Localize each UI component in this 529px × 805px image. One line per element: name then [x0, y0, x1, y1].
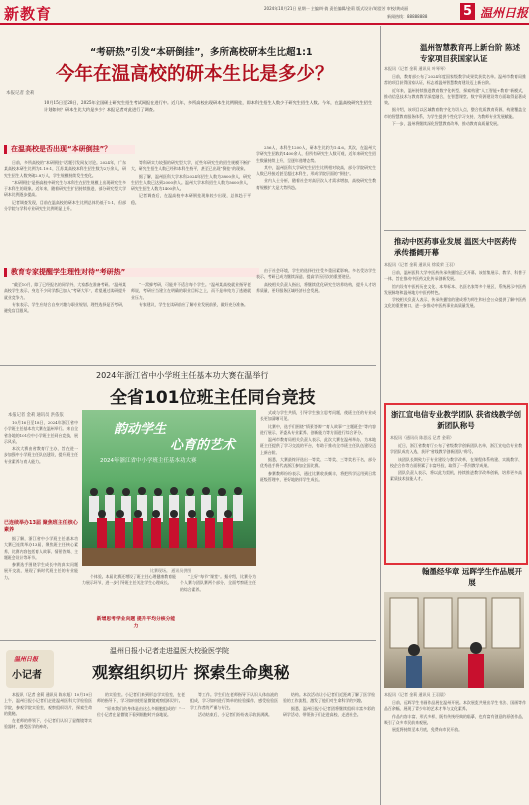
- lead-section1-title: 在温高校是否出现“本研倒挂”？: [4, 145, 135, 154]
- lead-col-1: 日前，多所高校的“本研倒挂”话题引发网友讨论。2024年，广东某高校本研生比例为1.19:1，江苏某高校本科生招生数为2万余人，研究生招生人数突破2.8万人，学生规模持续发生变化。 “本研倒挂”是指高校中研究生与本科生在招生规模上出现研究生多于本科生的现象。近年来，随着研究生扩招持续推进，部分研究型大学研本比例逐步提高。 记者调查发现，目前在温高校的研本生比例总体仍低于1:1，但部分学院与学科专业研究生比例明显上升。: [4, 160, 126, 212]
- right-story2-byline: 本报讯（记者 金莉 通讯员 徐爱荣 王羽）: [384, 262, 458, 267]
- highlight-box: [384, 403, 528, 565]
- row-front-bodies: [97, 518, 233, 548]
- masthead-rule: [0, 23, 529, 25]
- contest-col-left2: 据了解，浙江省中小学班主任基本功大赛已连续举办13届，聚焦班主任核心素养，比赛内容包括育人故事、情景答辩、主题班会设计等环节。 参赛选手围绕学生成长中的真实问题展开交流，展现了新时代班主任的专业能力。: [4, 536, 78, 580]
- lead-section2-title: 教育专家提醒学生理性对待“考研热”: [4, 268, 259, 277]
- bottom-col-4: 结构。本次活动让小记者们近距离了解了医学检验的工作流程，激发了他们对生命科学的兴趣。 据悉，温州日报小记者团将继续组织丰富多彩的研学活动，带领孩子们走进高校、走进社会。: [283, 692, 375, 717]
- contest-byline: 本报记者 金莉 通讯员 洪依依: [8, 413, 64, 418]
- wall-panel-1: [390, 598, 418, 648]
- lead-col-4: “截至10月，除了已经报名的同学外，大家都在准备考研。”温州某高校学生表示，身边不少同学都已加入“考研大军”，希望通过读研提升就业竞争力。 专家表示，学生应结合自身兴趣与职业规划，理性选择是否考研，避免盲目跟风。: [4, 282, 126, 314]
- wall-panel-4: [492, 598, 520, 648]
- lead-intro: 10月15日至28日，2025年全国硕士研究生招生考试网报在进行中。近几年，多所高校出现研本生比例倒挂，即本科生招生人数少于研究生招生人数。今年，在温高校研究生招生计划如何？研本生比大约是多少？本报记者对此进行了调查。: [44, 100, 373, 112]
- photo-credit: 比赛现场。 通讯员供图: [150, 568, 192, 573]
- contest-col-left: 10月16日至18日，2024年浙江省中小学班主任基本功大赛在温州举行。来自全省各地的101位中小学班主任同台竞技，展示风采。 本次大赛由省教育厅主办，旨在进一步加强中小学班主任队伍建设，提升班主任专业素养与育人能力。: [4, 420, 78, 464]
- right-story4-headline: 翰墨经华章 远晖学生作品展开展: [421, 567, 523, 587]
- right-story4-byline: 本报讯（记者 金莉 通讯员 王羽晨）: [384, 692, 448, 697]
- masthead: [0, 0, 529, 26]
- bottom-rule-top: [0, 640, 376, 641]
- hotline: 新闻热线：88888888: [387, 14, 428, 19]
- contest-kicker: 2024年浙江省中小学班主任基本功大赛在温举行: [96, 371, 269, 380]
- photo-banner: 2024年浙江省中小学班主任基本功大赛: [100, 458, 197, 464]
- column-paper-name: 温州日报: [14, 656, 39, 663]
- contest-col-mid2: “上好”每节“课堂”。据介绍，比赛分为个人赛与团队赛两个部分，全面考察班主任的综合素养。: [180, 574, 256, 592]
- contest-col-right: 式或与学生共情，引导学生独立思考问题，使班主任的专业成长更加清晰可见。 比赛中，选手们围绕“情景答辩”“育人故事”“主题班会”等内容进行展示，评委从专业素养、创新能力等方面进行综合评分。 温州市教育局相关负责人表示，此次大赛在温州举办，为本地班主任提供了学习交流的平台，有助于推动全市班主任队伍建设迈上新台阶。 据悉，大赛最终评选出一等奖、二等奖、三等奖若干名，部分优秀选手将代表浙江参加全国比赛。 参赛教师纷纷表示，通过比赛收获颇丰，将把所学运用到日常班级管理中，更好地陪伴学生成长。: [260, 410, 376, 482]
- dateline: 2024年10月21日 星期一 主编/叶倩 责任编辑/金莉 版式设计/胡滢芳 审校/黄成丽: [264, 6, 409, 11]
- visitor-body-2: [468, 654, 484, 688]
- right-story3-byline: 本报讯（通讯员 陈思远 记者 金莉）: [390, 435, 454, 440]
- right-story4-body: 日前，远晖学生书画作品展在温州开展。本次展览共展出学生书法、国画等作品百余幅，展现了青少年的艺术才华与文化素养。 作品内容丰富、形式多样，既有传统经典的临摹，也有富有创意的原创作品，吸引了众多市民前来观展。 展览将持续至本月底，免费向市民开放。: [384, 700, 526, 733]
- right-story4-photo: [384, 592, 524, 688]
- column-logo-badge: [6, 650, 54, 688]
- stage-floor: [82, 548, 256, 566]
- right-story3-headline: 浙江宣电信专业教学团队 获省线教学创新团队称号: [390, 410, 522, 430]
- lead-col-6: 由于社会环境，学生的选择往往受多重因素影响。多名受访学生表示，考研已成为继续深造、提高学历层次的重要途径。 高校相关负责人指出，将继续优化研究生培养结构，提升人才培养质量，更好服务区域经济社会发展。: [256, 268, 376, 293]
- exhibition-scene: [384, 592, 524, 688]
- page-number: 5: [460, 3, 475, 20]
- right-story1-body: 日前，教育部公布了2024年度国家级教学成果奖获奖名单。温州市教育局推荐的项目获得国家认证，标志着温州智慧教育建设迈上新台阶。 近年来，温州持续推进教育数字化转型，探索构建“人工智能+教育”新模式，推动信息技术与教育教学深度融合，在智慧课堂、数字资源建设等方面取得显著成效。 据介绍，该项目以区域教育数字化为切入点，整合优质教育资源，构建覆盖全市的智慧教育服务体系，为学生提供个性化学习支持，为教师专业发展赋能。 下一步，温州将继续深化智慧教育改革，推动教育高质量发展。: [384, 74, 526, 127]
- lead-headline: 今年在温高校的研本生比是多少？: [56, 64, 334, 85]
- lead-col-3: 256人，本科生1200人，研本生比约为1:4.6。其次，在温州大学研究生招收约1400余人，但所有研究生人数可观，近年来研究生招生数量持续上升，呈逐年递增态势。 其中，温州医科大学研究生招生比例相对较高，部分学院研究生人数已经接近甚至超过本科生，形成学院层面的“倒挂”。 业内人士分析，随着社会对高层次人才需求增加，高校研究生教育规模扩大是大势所趋。: [256, 145, 376, 190]
- lead-byline: 本报记者 金莉: [6, 91, 35, 96]
- right-story1-headline: 温州智慧教育再上新台阶 陈述专家项目获国家认证: [420, 43, 521, 63]
- paper-logo: 温州日报: [480, 6, 529, 20]
- lead-col-5: “一窝蜂考研，可能并不适合每个学生。”温州某高校就业指导老师说，考研应当建立在明确的职业目标之上，而不是单纯为了逃避就业压力。 专家建议，学生在读研前应了解专业发展前景，做好充分准备。: [131, 282, 251, 307]
- visitor-body-1: [406, 656, 422, 688]
- row-back-bodies: [89, 495, 243, 522]
- section-title: 新教育: [4, 5, 53, 23]
- right-story3-body: 近日，浙江省教育厅公布了省级教学创新团队名单，浙江宣电信专业教学团队成功入选，获评“省线教学创新团队”称号。 该团队长期致力于专业建设与教学改革，在课程体系构建、实践教学、校企合作等方面积累了丰富经验，取得了一系列教学成果。 团队负责人表示，将以此为契机，持续推进教学改革创新，培养更多高素质技术技能人才。: [390, 443, 522, 482]
- bottom-headline: 观察组织切片 探索生命奥秘: [92, 663, 290, 682]
- contest-photo: [82, 410, 256, 566]
- right-column-divider: [380, 26, 381, 805]
- photo-people: [82, 478, 256, 566]
- bottom-col-3: 等工作。学生们在老师指导下认识人体血液的组成，学习如何进行简单的检验操作，感受检验医学工作者的严谨与专注。 活动结束后，小记者们纷纷表示收获满满。: [190, 692, 278, 717]
- bottom-col-1: 本报讯（记者 金莉 通讯员 陈东旭）10月19日上午，温州日报小记者们走进温州医科大学检验医学院，参观学院实验室，观察组织切片，探索生命的奥秘。 在老师的带领下，小记者们认识了显微镜等实验器材，感受医学的神奇。: [4, 692, 92, 730]
- contest-side-caption: 已连续举办13届 聚焦班主任核心素养: [4, 520, 78, 533]
- contest-rule-top: [0, 365, 376, 366]
- bottom-col-2: 的实验室。小记者们来到形态学实验室，在老师的指导下，学习如何使用显微镜观察组织切片。 “原来我们的身体是由这么多细胞组成的！”一位小记者在显微镜下看到细胞时兴奋地说。: [97, 692, 185, 717]
- wall-panel-2: [424, 598, 452, 648]
- contest-headline: 全省101位班主任同台竞技: [110, 388, 316, 408]
- right-story2-headline: 推动中医药事业发展 温医大中医药传承传播阔开幕: [394, 237, 517, 257]
- photo-title-2: 心育的艺术: [170, 438, 236, 453]
- row-front: [98, 510, 232, 518]
- column-logo: 小记者: [12, 670, 42, 681]
- right-divider-1: [384, 230, 526, 231]
- right-story2-body: 日前，温州医科大学中医药传承传播馆正式开幕。该馆集展示、教学、科普于一体，旨在推动中医药文化传承创新发展。 馆内设有中医药历史文化、本草标本、名医名家等多个展区，系统展示中医药发展脉络和温州地方中医药特色。 学校相关负责人表示，传承传播馆的建成将为师生和社会公众提供了解中医药文化的重要窗口，进一步推动中医药事业高质量发展。: [384, 270, 526, 309]
- lead-kicker: “考研热”引发“本研倒挂”，多所高校研本生比超1:1: [90, 47, 313, 58]
- wall-panel-3: [458, 598, 486, 648]
- contest-side-caption-2: 新增思考学业向题 提升平均分核分能力: [96, 617, 176, 629]
- photo-title-1: 韵动学生: [114, 422, 167, 437]
- visitor-head-1: [408, 644, 420, 656]
- right-story1-byline: 本报讯（记者 金莉 通讯员 叶琴琴）: [384, 66, 448, 71]
- bottom-kicker: 温州日报小记者走进温医大校验医学院: [110, 647, 229, 655]
- lead-col-2: 等科研实力较强的研究型大学，近些年研究生的招生规模不断扩大，研究生招生人数已经和本科生持平，甚至已出现“倒挂”的现象。 据了解，温州医科大学本科2024年招生人数为3800余人，研究生招生人数已达到2000余人。温州大学本科招生人数为5600余人，研究生招生人数为1400余人。 记者调查后，在温高校中本研倒挂现象较少出现，总体趋于平稳。: [131, 160, 251, 205]
- visitor-head-2: [470, 642, 482, 654]
- row-back: [90, 487, 242, 496]
- contest-col-mid: 个体验。本届比赛还增设了班主任心理健康教育能力展示环节，进一步引导班主任关注学生心理成长。: [82, 574, 176, 586]
